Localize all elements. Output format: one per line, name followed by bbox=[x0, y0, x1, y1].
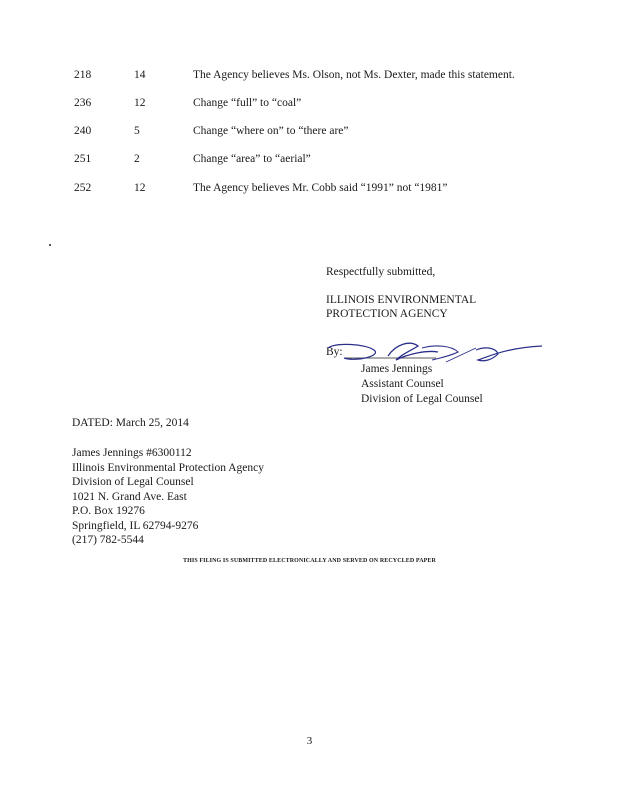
errata-page: 218 bbox=[74, 69, 92, 81]
signer-block bbox=[361, 362, 483, 407]
address-line: 1021 N. Grand Ave. East bbox=[72, 490, 187, 503]
errata-line: 12 bbox=[134, 182, 146, 194]
counsel-address bbox=[72, 446, 264, 548]
recycled-paper-note: THIS FILING IS SUBMITTED ELECTRONICALLY AND SERVED ON RECYCLED PAPER bbox=[183, 558, 436, 564]
signer-division: Division of Legal Counsel bbox=[361, 393, 483, 405]
errata-row bbox=[0, 182, 619, 198]
errata-page: 236 bbox=[74, 97, 92, 109]
address-line: James Jennings #6300112 bbox=[72, 447, 192, 459]
errata-row bbox=[0, 69, 619, 85]
errata-page: 252 bbox=[74, 182, 92, 194]
errata-text: Change “full” to “coal” bbox=[193, 97, 302, 109]
by-label: By: bbox=[326, 346, 343, 358]
errata-line: 14 bbox=[134, 69, 146, 81]
errata-text: The Agency believes Ms. Olson, not Ms. Dexter, made this statement. bbox=[193, 69, 515, 81]
scan-speck bbox=[49, 244, 51, 246]
address-line: Springfield, IL 62794-9276 bbox=[72, 519, 199, 532]
address-line: Division of Legal Counsel bbox=[72, 476, 194, 488]
agency-line-1: ILLINOIS ENVIRONMENTAL bbox=[326, 294, 477, 306]
errata-text: Change “where on” to “there are” bbox=[193, 125, 349, 137]
dated-line: DATED: March 25, 2014 bbox=[72, 417, 189, 429]
signer-name: James Jennings bbox=[361, 363, 433, 375]
respectfully-submitted: Respectfully submitted, bbox=[326, 266, 436, 278]
errata-text: Change “area” to “aerial” bbox=[193, 153, 311, 165]
errata-page: 240 bbox=[74, 125, 92, 137]
agency-line-2: PROTECTION AGENCY bbox=[326, 308, 448, 320]
errata-page: 251 bbox=[74, 153, 92, 165]
address-line: P.O. Box 19276 bbox=[72, 505, 145, 517]
errata-row bbox=[0, 125, 619, 141]
page-number: 3 bbox=[306, 735, 313, 747]
errata-row bbox=[0, 97, 619, 113]
agency-name bbox=[326, 293, 476, 321]
errata-text: The Agency believes Mr. Cobb said “1991” not “1981” bbox=[193, 182, 448, 194]
address-line: (217) 782-5544 bbox=[72, 534, 144, 546]
errata-line: 2 bbox=[134, 153, 140, 165]
signer-title: Assistant Counsel bbox=[361, 378, 444, 390]
errata-row bbox=[0, 153, 619, 169]
address-line: Illinois Environmental Protection Agency bbox=[72, 461, 264, 474]
errata-line: 12 bbox=[134, 97, 146, 109]
errata-line: 5 bbox=[134, 125, 140, 137]
